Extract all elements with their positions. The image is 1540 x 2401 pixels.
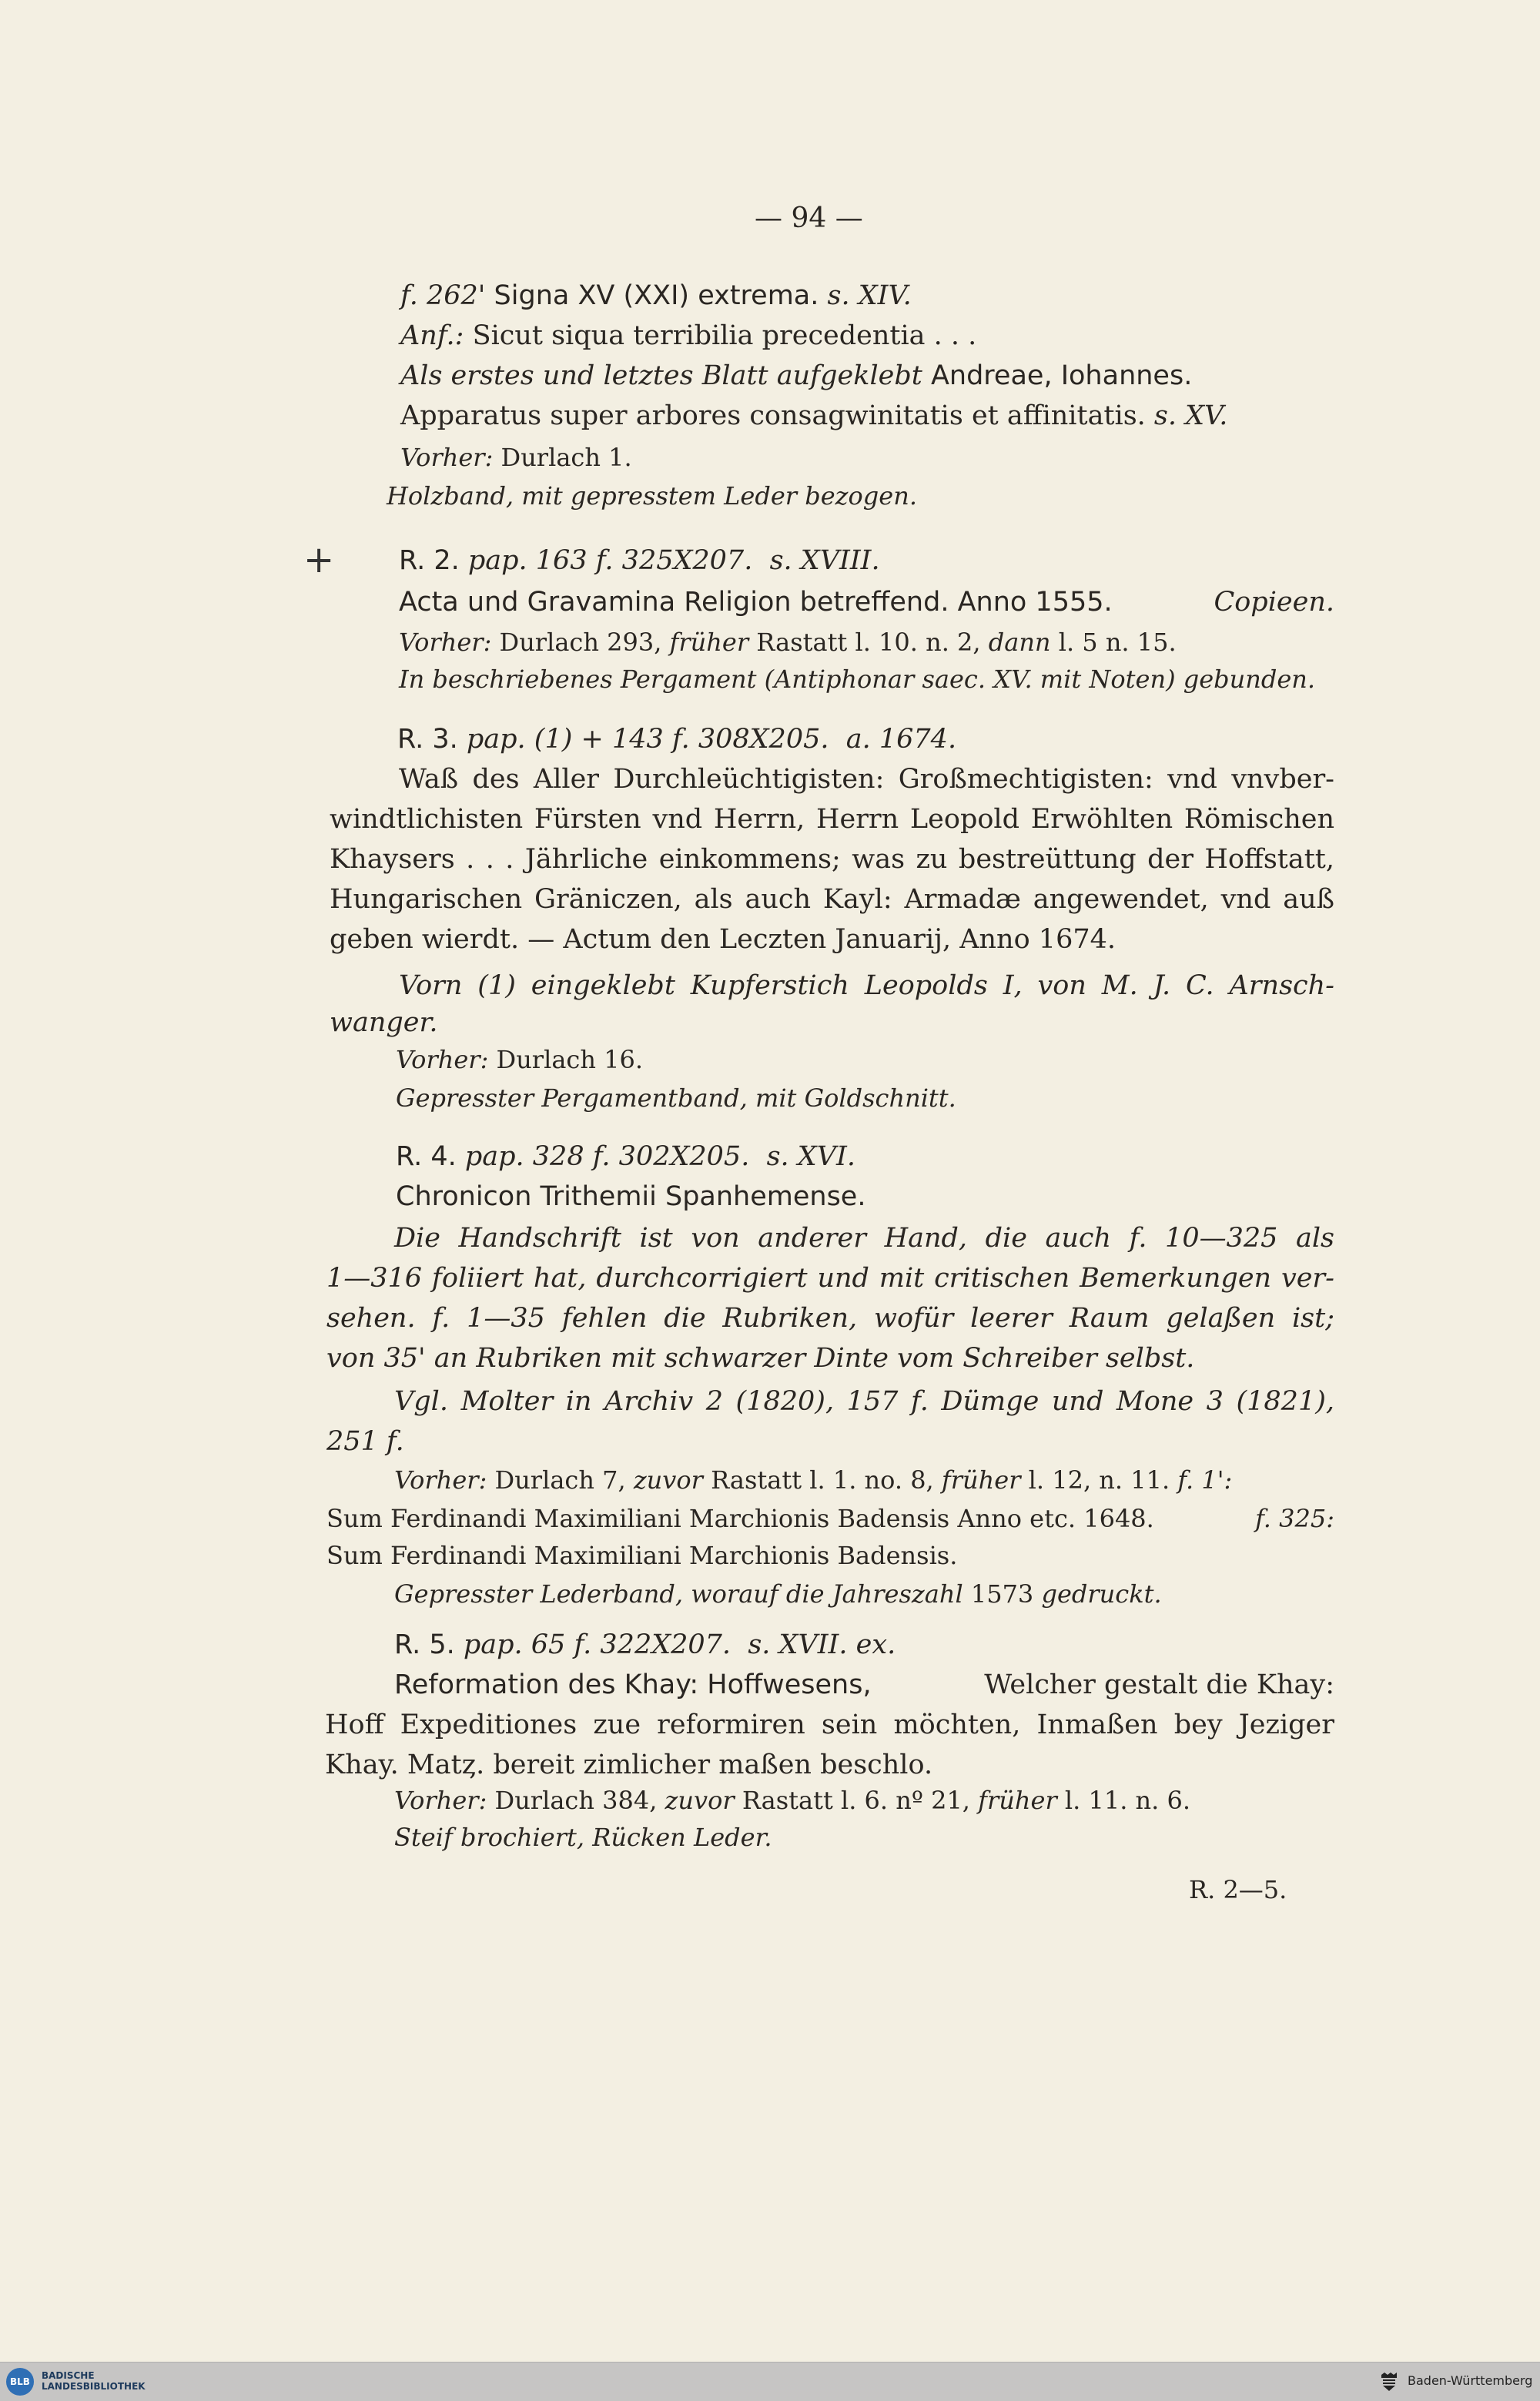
entry-2-provenance	[399, 625, 1177, 659]
bw-wordmark: Baden-Württemberg	[1408, 2373, 1533, 2388]
shelfmark: R. 3.	[397, 724, 458, 755]
physical-description: pap. 65 f. 322X207.	[463, 1629, 732, 1660]
provenance-text: Rastatt l. 10. n. 2,	[756, 628, 981, 657]
provenance-label: dann	[988, 628, 1051, 657]
entry-3-note: Vorn (1) eingeklebt Kupferstich Leopolds I, von M. J. C. Arnsch-	[399, 970, 1334, 1001]
entry-5-provenance	[394, 1783, 1190, 1817]
entry-4-reference: 251 f.	[326, 1426, 404, 1457]
entry-4-binding	[394, 1577, 1162, 1611]
entry-3-text-line: Hungarischen Gräniczen, als auch Kayl: Armadæ angewendet, vnd auß	[330, 884, 1334, 915]
item-title: Acta und Gravamina Religion betreffend. Anno 1555.	[399, 587, 1113, 618]
entry-3-text-line: Khaysers . . . Jährliche einkommens; was zu bestreüttung der Hoffstatt,	[330, 844, 1334, 875]
provenance-label: früher	[978, 1786, 1057, 1815]
page-number: — 94 —	[755, 203, 863, 234]
folio-ref: f. 262'	[400, 280, 486, 311]
provenance-label: Vorher:	[399, 628, 492, 657]
entry-3-binding: Gepresster Pergamentband, mit Goldschnitt.	[396, 1083, 956, 1113]
provenance-text: l. 12, n. 11.	[1028, 1465, 1170, 1495]
entry-4-description: sehen. f. 1—35 fehlen die Rubriken, wofür leerer Raum gelaßen ist;	[326, 1303, 1334, 1334]
footer-bar	[0, 2362, 1540, 2401]
blb-wordmark-line: LANDESBIBLIOTHEK	[42, 2381, 146, 2392]
shelfmark: R. 4.	[396, 1141, 457, 1172]
entry-1-provenance	[400, 440, 632, 474]
item-title: Apparatus super arbores consagwinitatis et affinitatis.	[400, 400, 1146, 431]
folio-ref: f. 325:	[1255, 1504, 1334, 1533]
provenance-label: früher	[941, 1465, 1021, 1495]
plus-mark: +	[303, 538, 335, 581]
entry-4-description: 1—316 foliiert hat, durchcorrigiert und mit critischen Bemerkungen ver-	[326, 1263, 1334, 1294]
provenance-text: Rastatt l. 1. no. 8,	[711, 1465, 934, 1495]
entry-4-description: Die Handschrift ist von anderer Hand, die auch f. 10—325 als	[394, 1223, 1334, 1254]
item-title: Signa XV (XXI) extrema.	[494, 280, 819, 311]
entry-2-title	[399, 585, 1334, 619]
provenance-label: zuvor	[665, 1786, 735, 1815]
entry-1-binding: Holzband, mit gepresstem Leder bezogen.	[387, 481, 917, 511]
provenance-text: Durlach 16.	[496, 1045, 643, 1074]
folio-ref: f. 1':	[1177, 1465, 1233, 1495]
item-note: Copieen.	[1214, 587, 1334, 618]
century: s. XVI.	[766, 1141, 855, 1172]
entry-2-heading	[399, 544, 880, 578]
entry-5-binding: Steif brochiert, Rücken Leder.	[394, 1823, 772, 1852]
incipit-text: Sicut siqua terribilia precedentia . . .	[472, 320, 977, 351]
provenance-text: Durlach 293,	[499, 628, 662, 657]
entry-1-line-2	[400, 319, 976, 353]
century: s. XVII. ex.	[748, 1629, 896, 1660]
provenance-text: l. 5 n. 15.	[1058, 628, 1177, 657]
entry-4-heading	[396, 1140, 855, 1174]
binding-year: 1573	[970, 1579, 1034, 1609]
entry-3-text-line: geben wierdt. — Actum den Leczten Januarij, Anno 1674.	[330, 924, 1116, 955]
entry-4-provenance	[394, 1463, 1232, 1497]
provenance-label: Vorher:	[400, 443, 494, 472]
physical-description: pap. 163 f. 325X207.	[467, 545, 753, 576]
item-title: Reformation des Khay: Hoffwesens,	[394, 1669, 872, 1700]
provenance-text: Durlach 1.	[500, 443, 632, 472]
physical-description: pap. 328 f. 302X205.	[464, 1141, 750, 1172]
entry-5-heading	[394, 1628, 896, 1662]
entry-3-text-line: windtlichisten Fürsten vnd Herrn, Herrn Leopold Erwöhlten Römischen	[330, 804, 1334, 835]
note-text: Als erstes und letztes Blatt aufgeklebt	[400, 360, 922, 391]
provenance-text: Rastatt l. 6. nº 21,	[742, 1786, 970, 1815]
provenance-text: Durlach 384,	[494, 1786, 658, 1815]
entry-5-title	[394, 1668, 1334, 1702]
entry-5-text-line: Hoff Expeditiones zue reformiren sein möchten, Inmaßen bey Jeziger	[325, 1709, 1334, 1740]
blb-wordmark	[42, 2370, 146, 2392]
author-name: Andreae, Iohannes.	[930, 360, 1193, 391]
entry-4-inscription	[326, 1502, 1334, 1535]
entry-2-binding: In beschriebenes Pergament (Antiphonar saec. XV. mit Noten) gebunden.	[399, 665, 1316, 694]
entry-4-title: Chronicon Trithemii Spanhemense.	[396, 1181, 866, 1212]
binding-text: gedruckt.	[1041, 1579, 1162, 1609]
entry-3-text-line: Waß des Aller Durchleüchtigisten: Großmechtigisten: vnd vnvber-	[399, 764, 1334, 795]
entry-3-heading	[397, 722, 956, 756]
provenance-label: Vorher:	[396, 1045, 489, 1074]
coat-of-arms-icon	[1378, 2372, 1400, 2392]
entry-4-inscription: Sum Ferdinandi Maximiliani Marchionis Badensis.	[326, 1541, 958, 1570]
provenance-text: l. 11. n. 6.	[1064, 1786, 1191, 1815]
date: a. 1674.	[845, 724, 957, 755]
provenance-text: Durlach 7,	[494, 1465, 626, 1495]
entry-4-description: von 35' an Rubriken mit schwarzer Dinte vom Schreiber selbst.	[326, 1343, 1195, 1374]
inscription-text: Sum Ferdinandi Maximiliani Marchionis Badensis Anno etc. 1648.	[326, 1504, 1154, 1533]
entry-1-line-1	[400, 279, 912, 313]
shelfmark: R. 5.	[394, 1629, 455, 1660]
provenance-label: Vorher:	[394, 1786, 487, 1815]
provenance-label: früher	[669, 628, 749, 657]
blb-logo-text: BLB	[10, 2376, 30, 2387]
century: s. XIV.	[827, 280, 912, 311]
blb-logo	[6, 2368, 34, 2396]
shelfmark: R. 2.	[399, 545, 460, 576]
provenance-label: Vorher:	[394, 1465, 487, 1495]
entry-3-provenance	[396, 1043, 643, 1077]
entry-1-line-4	[400, 399, 1227, 433]
entry-3-note: wanger.	[330, 1007, 438, 1038]
incipit-label: Anf.:	[400, 320, 464, 351]
item-title-cont: Welcher gestalt die Khay:	[984, 1669, 1334, 1700]
century: s. XV.	[1153, 400, 1228, 431]
entry-4-reference: Vgl. Molter in Archiv 2 (1820), 157 f. Dümge und Mone 3 (1821),	[394, 1386, 1334, 1417]
entry-5-text-line: Khay. Matȥ. bereit zimlicher maßen beschlo.	[325, 1750, 933, 1780]
binding-text: Gepresster Lederband, worauf die Jahreszahl	[394, 1579, 963, 1609]
blb-wordmark-line: BADISCHE	[42, 2370, 95, 2381]
entry-1-line-3	[400, 359, 1192, 393]
provenance-label: zuvor	[633, 1465, 703, 1495]
shelfmark-range: R. 2—5.	[1189, 1875, 1287, 1904]
century: s. XVIII.	[769, 545, 880, 576]
physical-description: pap. (1) + 143 f. 308X205.	[466, 724, 829, 755]
